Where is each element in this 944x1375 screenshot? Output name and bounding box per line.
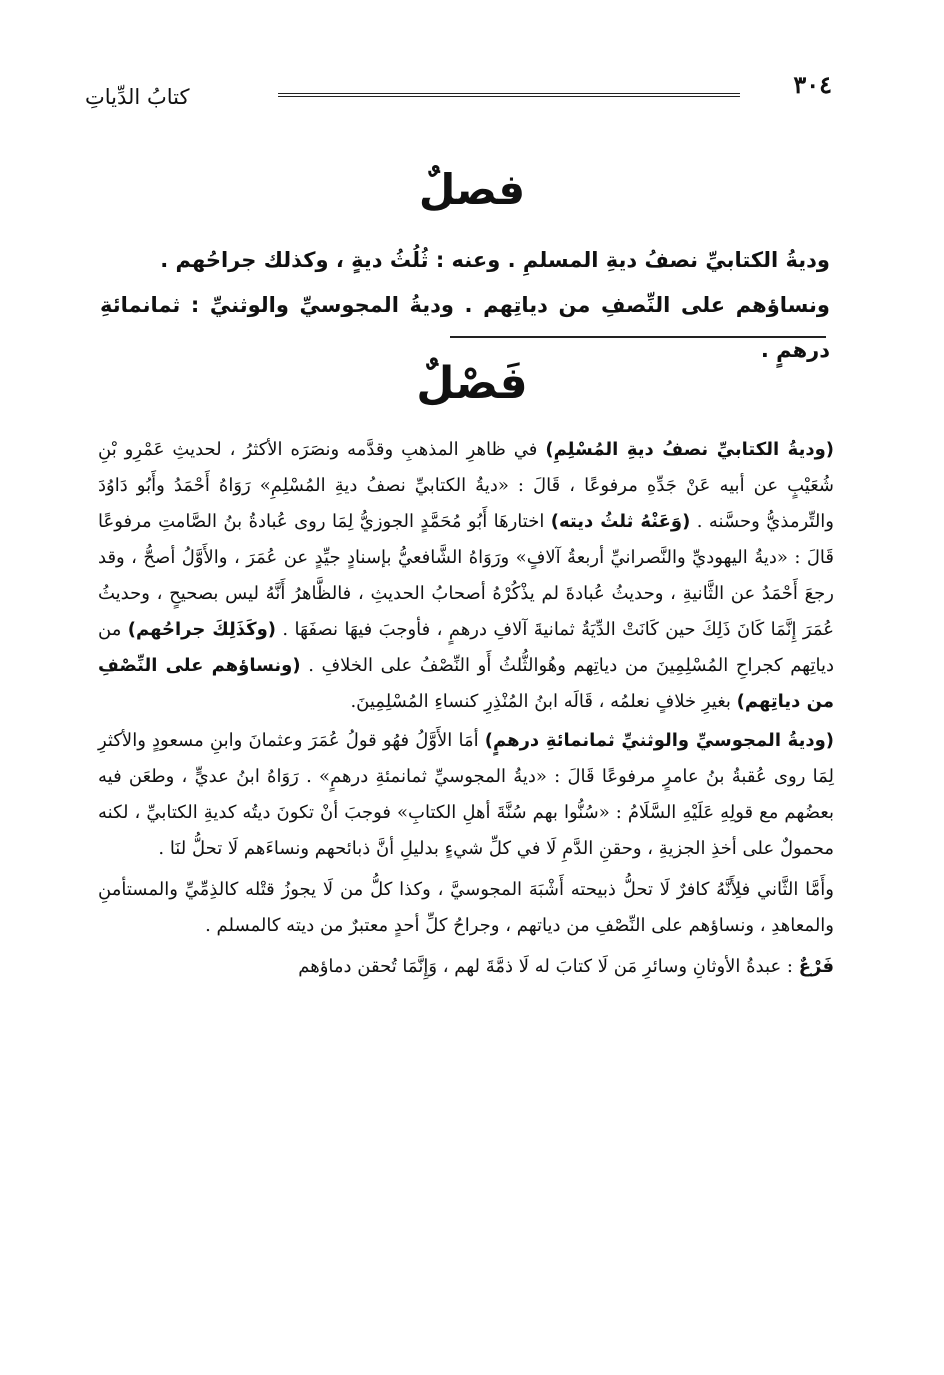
- lemma-quote: (وديةُ الكتابيِّ نصفُ ديةِ المُسْلِمِ): [545, 439, 834, 460]
- sharh-paragraph-3: وأَمَّا الثَّاني فلِأَنَّهُ كافرٌ لَا تحلُّ ذبيحته أَشْبَهَ المجوسيَّ ، وكذا كلُّ من لَا يجوزُ قتْله كالذِمِّيِّ والمستأمنِ والمعاهدِ ، ونساؤهم على النِّصْفِ من دياتهم ، وجراحُ كلِّ أحدٍ معتبرٌ من ديته كالمسلم .: [98, 879, 834, 936]
- running-header: [85, 70, 832, 110]
- lemma-quote: (وديةُ المجوسيِّ والوثنيِّ ثمانمائةِ درهمٍ): [484, 730, 835, 751]
- far-label: فَرْعٌ: [798, 956, 834, 977]
- sharh-paragraph-1: [98, 432, 834, 720]
- matn-line-2: ونساؤهم على النِّصفِ من دياتِهم . وديةُ المجوسيِّ والوثنيِّ : ثمانمائةِ درهمٍ .: [100, 293, 830, 362]
- book-title: كتابُ الدِّياتِ: [85, 85, 190, 109]
- matn-line-1: وديةُ الكتابيِّ نصفُ ديةِ المسلمِ . وعنه : ثُلُثُ ديةٍ ، وكذلك جراحُهم .: [160, 248, 830, 272]
- page-number: ٣٠٤: [793, 70, 832, 99]
- commentary-text: من دياتِهم كجراحِ المُسْلِمِينَ من دياتِهم وهُوالثُّلثُ أَو النِّصْفُ على الخلافِ .: [98, 619, 834, 676]
- sharh-paragraph-2: [98, 723, 834, 867]
- commentary-text: في ظاهرِ المذهبِ وقدَّمه ونصَرَه الأكثرُ ، لحديثِ عَمْرِو بْنِ شُعَيْبٍ عن أبيه عَنْ جَدِّهِ مرفوعًا ، قَالَ : «ديةُ الكتابيِّ نصفُ ديةِ المُسْلِمِ» رَوَاهُ أَحْمَدُ وأَبُو دَاوُدَ والتِّرمذيُّ وحسَّنه .: [98, 439, 834, 532]
- sharh-section-heading: فَصْلٌ: [416, 358, 528, 409]
- matn-underline: [450, 336, 826, 338]
- matn-section-heading: فصلٌ: [418, 165, 526, 214]
- commentary-text: أمَا الأَوَّلُ فهُو قولُ عُمَرَ وعثمانَ وابنِ مسعودٍ والأكثرِ لِمَا روى عُقبةُ بنُ عامرٍ مرفوعًا قَالَ : «ديةُ المجوسيِّ ثمانمئةِ درهمٍ» . رَوَاهُ ابنُ عديٍّ ، وطعَن فيه بعضُهم مع قولِهِ عَلَيْهِ السَّلَامُ : «سُنُّوا بهم سُنَّةَ أهلِ الكتابِ» فوجبَ أنْ تكونَ ديتُه كديةِ الكتابيِّ ، لكنه محمولٌ على أخذِ الجزيةِ ، وحقنِ الدَّمِ لَا في كلِّ شيءٍ بدليلِ أنَّ ذبائحهم ونساءَهم لَا تحلُّ لنَا .: [98, 730, 834, 859]
- lemma-quote: (وكَذَلِكَ جراحُهم): [127, 619, 277, 640]
- sharh-paragraph-4: [98, 949, 834, 985]
- commentary-text: اختارهَا أَبُو مُحَمَّدٍ الجوزيُّ لِمَا روى عُبادةُ بنُ الصَّامتِ مرفوعًا قَالَ : «ديةُ اليهوديِّ والنَّصرانيِّ أربعةُ آلافٍ» ورَوَاهُ الشَّافعيُّ بإسنادٍ جيِّدٍ عن عُمَرَ ، والأَوَّلُ أصحُّ ، وقد رجعَ أَحْمَدُ عن الثَّانيةِ ، وحديثُ عُبادةَ لم يذْكُرْهُ أصحابُ الحديثِ ، فالظَّاهرُ أَنَّهُ ليس بصحيحٍ ، وحديثُ عُمَرَ إِنَّمَا كَانَ ذَلِكَ حين كَانَتْ الدِّيَةُ ثمانيةَ آلافِ درهمٍ ، فأوجبَ فيهَا نصفَهَا .: [98, 511, 834, 640]
- header-rule: [278, 93, 740, 97]
- lemma-quote: (وَعَنْهُ ثلثُ ديته): [550, 511, 691, 532]
- commentary-text: بغيرِ خلافٍ نعلمُه ، قَالَه ابنُ المُنْذِرِ كنساءِ المُسْلِمِينَ.: [350, 691, 737, 712]
- far-text: : عبدةُ الأوثانِ وسائرِ مَن لَا كتابَ له لَا ذمَّةَ لهم ، وَإِنَّمَا تُحقن دماؤهم: [298, 956, 799, 977]
- lemma-quote: (ونساؤهم على النِّصْفِ من دياتِهم): [98, 655, 834, 712]
- sharh-body: [98, 432, 834, 990]
